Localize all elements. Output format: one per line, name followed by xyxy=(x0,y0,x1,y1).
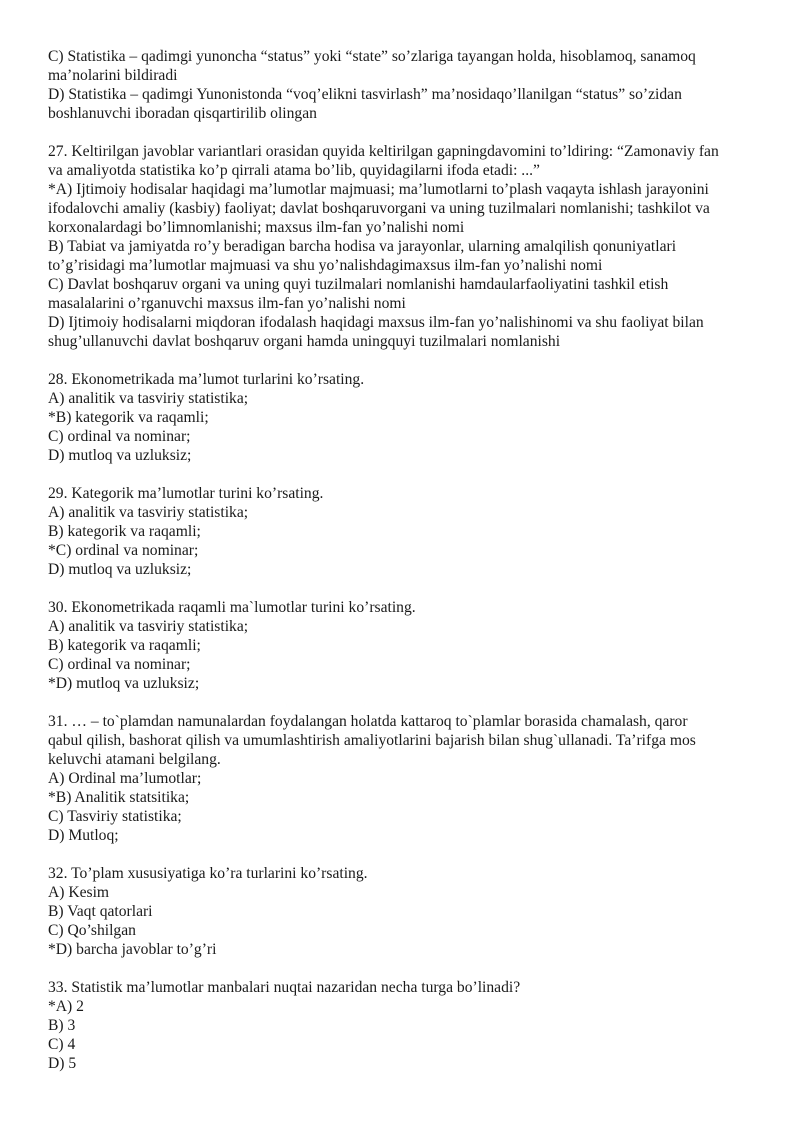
text-line: korxonalardagi bo’limnomlanishi; maxsus ilm-fan yo’nalishi nomi xyxy=(48,219,465,236)
paragraph-gap xyxy=(48,465,760,484)
text-line: va amaliyotda statistika ko’p qirrali atama bo’lib, quyidagilarni ifoda etadi: ...” xyxy=(48,162,540,179)
text-line: C) Tasviriy statistika; xyxy=(48,808,182,825)
paragraph-gap xyxy=(48,693,760,712)
text-line: A) analitik va tasviriy statistika; xyxy=(48,618,249,635)
text-line: D) 5 xyxy=(48,1055,77,1072)
text-line: C) 4 xyxy=(48,1036,76,1053)
text-line: D) mutloq va uzluksiz; xyxy=(48,447,192,464)
paragraph-gap xyxy=(48,351,760,370)
text-line: 32. To’plam xususiyatiga ko’ra turlarini ko’rsating. xyxy=(48,865,368,882)
text-line: *B) kategorik va raqamli; xyxy=(48,409,209,426)
text-line: B) kategorik va raqamli; xyxy=(48,637,201,654)
text-line: C) ordinal va nominar; xyxy=(48,428,191,445)
text-line: C) ordinal va nominar; xyxy=(48,656,191,673)
text-line: 31. … – to`plamdan namunalardan foydalangan holatda kattaroq to`plamlar borasida chamalash, qaror xyxy=(48,713,688,730)
text-line: B) 3 xyxy=(48,1017,76,1034)
text-line: D) Mutloq; xyxy=(48,827,119,844)
text-line: *C) ordinal va nominar; xyxy=(48,542,199,559)
text-line: A) Ordinal ma’lumotlar; xyxy=(48,770,202,787)
text-line: *D) mutloq va uzluksiz; xyxy=(48,675,200,692)
text-line: D) Ijtimoiy hodisalarni miqdoran ifodalash haqidagi maxsus ilm-fan yo’nalishinomi va shu faoliyat bilan xyxy=(48,314,704,331)
text-line: *A) Ijtimoiy hodisalar haqidagi ma’lumotlar majmuasi; ma’lumotlarni to’plash vaqayta ishlash jarayonini xyxy=(48,181,709,198)
text-line: C) Statistika – qadimgi yunoncha “status” yoki “state” so’zlariga tayangan holda, hisoblamoq, sanamoq xyxy=(48,48,696,65)
paragraph-gap xyxy=(48,845,760,864)
text-line: B) Tabiat va jamiyatda ro’y beradigan barcha hodisa va jarayonlar, ularning amalqilish qonuniyatlari xyxy=(48,238,677,255)
text-line: 33. Statistik ma’lumotlar manbalari nuqtai nazaridan necha turga bo’linadi? xyxy=(48,979,521,996)
text-line: to’g’risidagi ma’lumotlar majmuasi va shu yo’nalishdagimaxsus ilm-fan yo’nalishi nomi xyxy=(48,257,603,274)
text-line: B) kategorik va raqamli; xyxy=(48,523,201,540)
text-line: ma’nolarini bildiradi xyxy=(48,67,178,84)
text-line: A) analitik va tasviriy statistika; xyxy=(48,390,249,407)
paragraph-gap xyxy=(48,579,760,598)
text-line: 28. Ekonometrikada ma’lumot turlarini ko’rsating. xyxy=(48,371,365,388)
text-line: qabul qilish, bashorat qilish va umumlashtirish amaliyotlarini bajarish bilan shug`ullanadi. Ta’rifga mos xyxy=(48,732,696,749)
text-line: *A) 2 xyxy=(48,998,84,1015)
text-line: shug’ullanuvchi davlat boshqaruv organi hamda uningquyi tuzilmalari nomlanishi xyxy=(48,333,561,350)
text-line: A) Kesim xyxy=(48,884,110,901)
text-line: *B) Analitik statsitika; xyxy=(48,789,190,806)
text-line: D) mutloq va uzluksiz; xyxy=(48,561,192,578)
text-line: A) analitik va tasviriy statistika; xyxy=(48,504,249,521)
text-line: *D) barcha javoblar to’g’ri xyxy=(48,941,217,958)
text-line: 30. Ekonometrikada raqamli ma`lumotlar turini ko’rsating. xyxy=(48,599,416,616)
text-line: C) Qo’shilgan xyxy=(48,922,136,939)
text-line: B) Vaqt qatorlari xyxy=(48,903,153,920)
text-line: keluvchi atamani belgilang. xyxy=(48,751,221,768)
paragraph-gap xyxy=(48,959,760,978)
text-line: ifodalovchi amaliy (kasbiy) faoliyat; davlat boshqaruvorgani va uning tuzilmalari nomlanishi; tashkilot va xyxy=(48,200,710,217)
text-line: C) Davlat boshqaruv organi va uning quyi tuzilmalari nomlanishi hamdaularfaoliyatini tashkil etish xyxy=(48,276,669,293)
text-line: masalalarini o’rganuvchi maxsus ilm-fan yo’nalishi nomi xyxy=(48,295,406,312)
text-line: boshlanuvchi iboradan qisqartirilib olingan xyxy=(48,105,317,122)
text-line: D) Statistika – qadimgi Yunonistonda “voq’elikni tasvirlash” ma’nosidaqo’llanilgan “status” so’zidan xyxy=(48,86,682,103)
text-line: 27. Keltirilgan javoblar variantlari orasidan quyida keltirilgan gapningdavomini to’ldiring: “Zamonaviy fan xyxy=(48,143,719,160)
paragraph-gap xyxy=(48,123,760,142)
text-line: 29. Kategorik ma’lumotlar turini ko’rsating. xyxy=(48,485,324,502)
